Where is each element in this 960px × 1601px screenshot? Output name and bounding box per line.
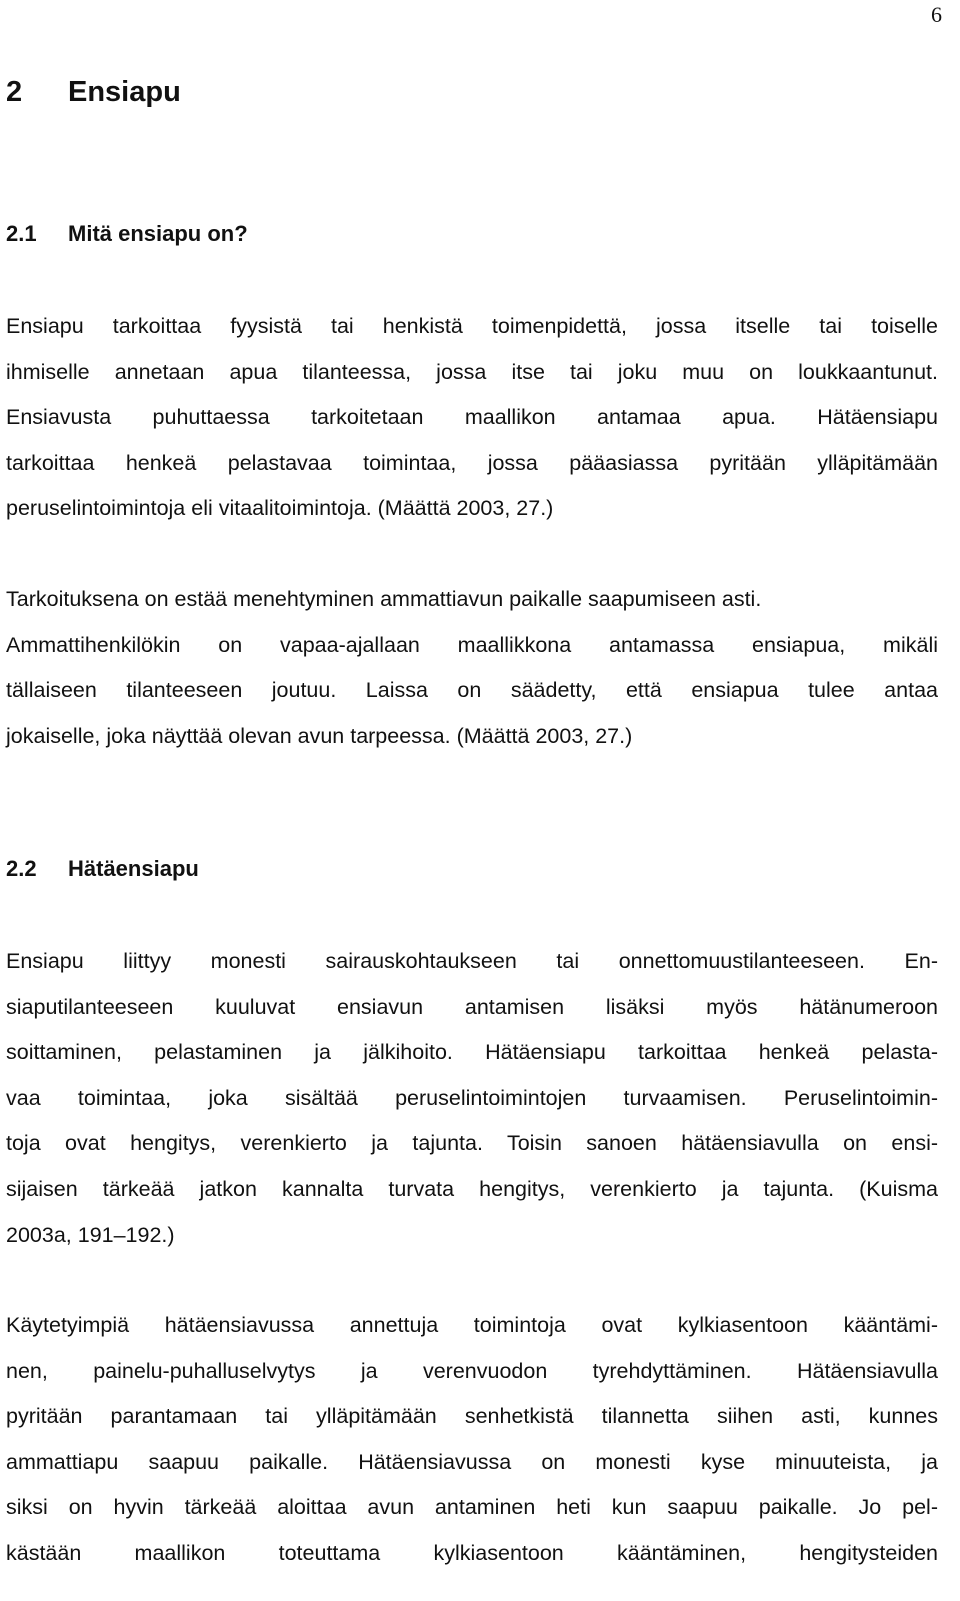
text-line: nen, painelu-puhalluselvytys ja verenvuodon tyrehdyttäminen. Hätäensiavulla bbox=[6, 1358, 938, 1383]
section-title: Mitä ensiapu on? bbox=[68, 221, 248, 246]
chapter-heading bbox=[6, 72, 181, 112]
page-number: 6 bbox=[931, 2, 942, 27]
text-line: siaputilanteeseen kuuluvat ensiavun antamisen lisäksi myös hätänumeroon bbox=[6, 994, 938, 1019]
text-line: tällaiseen tilanteeseen joutuu. Laissa on säädetty, että ensiapua tulee antaa bbox=[6, 678, 938, 703]
paragraph-2-1-b bbox=[6, 577, 938, 759]
text-line: Käytetyimpiä hätäensiavussa annettuja toimintoja ovat kylkiasentoon kääntämi- bbox=[6, 1313, 938, 1337]
section-title: Hätäensiapu bbox=[68, 856, 199, 881]
text-line: siksi on hyvin tärkeää aloittaa avun antaminen heti kun saapuu paikalle. Jo pel- bbox=[6, 1495, 938, 1520]
section-heading-2-2 bbox=[6, 853, 199, 885]
text-line: jokaiselle, joka näyttää olevan avun tarpeessa. (Määttä 2003, 27.) bbox=[6, 723, 633, 748]
text-line: ammattiapu saapuu paikalle. Hätäensiavussa on monesti kyse minuuteista, ja bbox=[6, 1449, 938, 1474]
text-line: ihmiselle annetaan apua tilanteessa, jossa itse tai joku muu on loukkaantunut. bbox=[6, 359, 938, 384]
section-number: 2.2 bbox=[6, 856, 37, 881]
text-line: soittaminen, pelastaminen ja jälkihoito. Hätäensiapu tarkoittaa henkeä pelasta- bbox=[6, 1040, 938, 1065]
text-line: toja ovat hengitys, verenkierto ja tajunta. Toisin sanoen hätäensiavulla on ensi- bbox=[6, 1131, 938, 1156]
paragraph-2-1-a bbox=[6, 304, 938, 532]
chapter-title: Ensiapu bbox=[68, 76, 181, 108]
text-line: Ensiapu liittyy monesti sairauskohtaukseen tai onnettomuustilanteeseen. En- bbox=[6, 949, 938, 973]
text-line: pyritään parantamaan tai ylläpitämään senhetkistä tilannetta siihen asti, kunnes bbox=[6, 1404, 938, 1429]
text-line: vaa toimintaa, joka sisältää peruselintoimintojen turvaamisen. Peruselintoimin- bbox=[6, 1085, 938, 1110]
text-line: Ensiavusta puhuttaessa tarkoitetaan maallikon antamaa apua. Hätäensiapu bbox=[6, 405, 938, 430]
text-line: Ammattihenkilökin on vapaa-ajallaan maallikkona antamassa ensiapua, mikäli bbox=[6, 632, 938, 657]
text-line: Tarkoituksena on estää menehtyminen ammattiavun paikalle saapumiseen asti. bbox=[6, 587, 762, 611]
text-line: kästään maallikon toteuttama kylkiasentoon kääntäminen, hengitysteiden bbox=[6, 1540, 938, 1565]
section-heading-2-1 bbox=[6, 218, 248, 250]
section-number: 2.1 bbox=[6, 221, 37, 246]
text-line: peruselintoimintoja eli vitaalitoimintoja. (Määttä 2003, 27.) bbox=[6, 496, 554, 521]
paragraph-2-2-a bbox=[6, 939, 938, 1258]
text-line: 2003a, 191–192.) bbox=[6, 1222, 175, 1247]
text-line: sijaisen tärkeää jatkon kannalta turvata hengitys, verenkierto ja tajunta. (Kuisma bbox=[6, 1176, 938, 1201]
text-line: tarkoittaa henkeä pelastavaa toimintaa, jossa pääasiassa pyritään ylläpitämään bbox=[6, 450, 938, 475]
text-line: Ensiapu tarkoittaa fyysistä tai henkistä toimenpidettä, jossa itselle tai toiselle bbox=[6, 314, 938, 338]
chapter-number: 2 bbox=[6, 76, 23, 108]
paragraph-2-2-b bbox=[6, 1303, 938, 1577]
